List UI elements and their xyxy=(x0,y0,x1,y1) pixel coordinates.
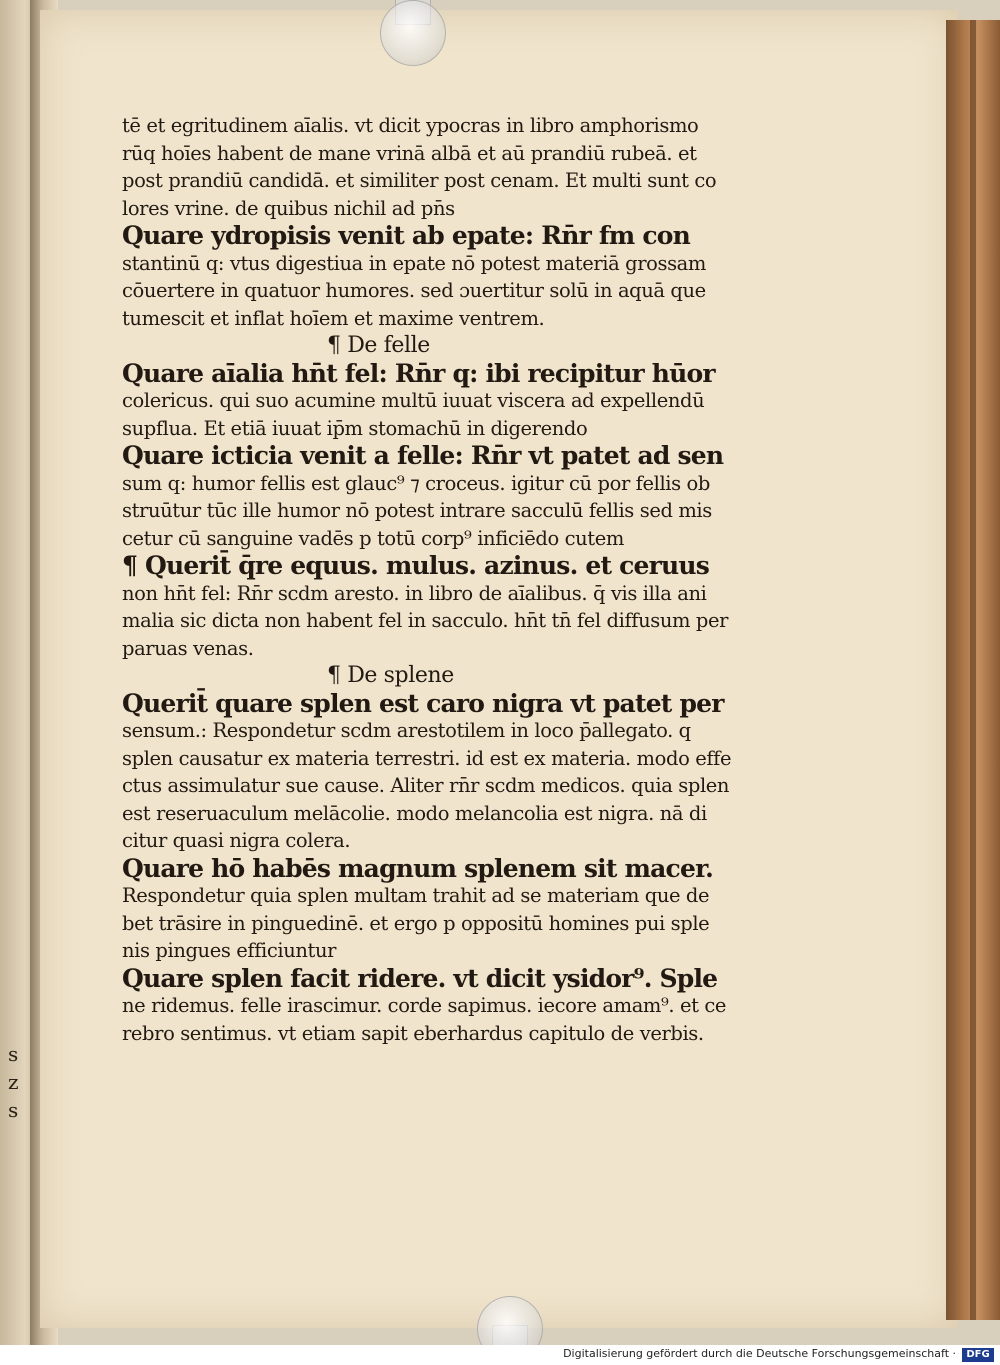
question-line: Querit̄ quare splen est caro nigra vt patet per xyxy=(122,688,724,718)
dfg-logo: DFG xyxy=(962,1348,994,1362)
footer-bar xyxy=(0,1345,1000,1365)
text-line: paruas venas. xyxy=(122,636,254,660)
text-line: ctus assimulatur sue cause. Aliter rn̄r scdm medicos. quia splen xyxy=(122,774,730,797)
question-line: Quare icticia venit a felle: Rn̄r vt patet ad sen xyxy=(122,441,724,470)
text-line: rūq hoīes habent de mane vrinā albā et aū prandiū rubeā. et xyxy=(122,141,697,165)
text-line: est reseruaculum melācolie. modo melancolia est nigra. nā di xyxy=(122,801,707,825)
margin-mark: s xyxy=(8,1042,19,1066)
margin-mark: s xyxy=(8,1098,19,1122)
text-line: citur quasi nigra colera. xyxy=(122,829,351,852)
margin-mark: z xyxy=(8,1070,19,1094)
text-line: stantinū q: vtus digestiua in epate nō potest materiā grossam xyxy=(122,251,706,275)
text-line: sum q: humor fellis est glauc⁹ ⁊ croceus. igitur cū por fellis ob xyxy=(122,471,710,495)
text-line: sensum.: Respondetur scdm arestotilem in loco p̄allegato. q xyxy=(122,719,691,742)
text-line: rebro sentimus. vt etiam sapit eberhardus capitulo de verbis. xyxy=(122,1021,704,1045)
text-line: cōuertere in quatuor humores. sed ɔuertitur solū in aquā que xyxy=(122,279,706,302)
funding-credit: Digitalisierung gefördert durch die Deutsche Forschungsgemeinschaft · xyxy=(563,1347,956,1360)
text-line: splen causatur ex materia terrestri. id est ex materia. modo effe xyxy=(122,746,732,770)
text-line: malia sic dicta non habent fel in sacculo. hn̄t tn̄ fel diffusum per xyxy=(122,609,729,632)
question-line: Quare aīalia hn̄t fel: Rn̄r q: ibi recipitur hūor xyxy=(122,358,715,388)
text-line: ne ridemus. felle irascimur. corde sapimus. iecore amam⁹. et ce xyxy=(122,994,727,1017)
section-heading: ¶ De splene xyxy=(327,663,454,688)
text-line: tumescit et inflat hoīem et maxime ventrem. xyxy=(122,306,545,330)
question-line: ¶ Querit̄ q̄re equus. mulus. azinus. et ceruus xyxy=(122,551,710,580)
text-line: supflua. Et etiā iuuat ip̄m stomachū in digerendo xyxy=(122,416,588,440)
question-line: Quare hō habēs magnum splenem sit macer. xyxy=(122,853,714,883)
text-line: post prandiū candidā. et similiter post cenam. Et multi sunt co xyxy=(122,169,717,192)
text-line: nis pingues efficiuntur xyxy=(122,939,337,962)
left-page-margin-marks xyxy=(8,1040,28,1124)
text-line: bet trāsire in pinguedinē. et ergo p oppositū homines pui sple xyxy=(122,911,710,935)
section-heading: ¶ De felle xyxy=(327,333,430,358)
text-line: lores vrine. de quibus nichil ad pn̄s xyxy=(122,196,455,220)
text-line: cetur cū sanguine vadēs p totū corp⁹ inficiēdo cutem xyxy=(122,526,624,550)
binding-shadow xyxy=(970,20,976,1320)
question-line: Quare splen facit ridere. vt dicit ysidor⁹. Sple xyxy=(122,963,718,993)
page-clip-top xyxy=(380,0,446,66)
text-line: tē et egritudinem aīalis. vt dicit ypocras in libro amphorismo xyxy=(122,114,699,137)
text-line: non hn̄t fel: Rn̄r scdm aresto. in libro de aīalibus. q̄ vis illa ani xyxy=(122,581,707,605)
printed-text-block xyxy=(122,112,732,1047)
question-line: Quare ydropisis venit ab epate: Rn̄r fm con xyxy=(122,221,691,250)
text-line: Respondetur quia splen multam trahit ad se materiam que de xyxy=(122,884,710,907)
text-line: colericus. qui suo acumine multū iuuat viscera ad expellendū xyxy=(122,389,705,412)
text-line: struūtur tūc ille humor nō potest intrare sacculū fellis sed mis xyxy=(122,499,712,522)
